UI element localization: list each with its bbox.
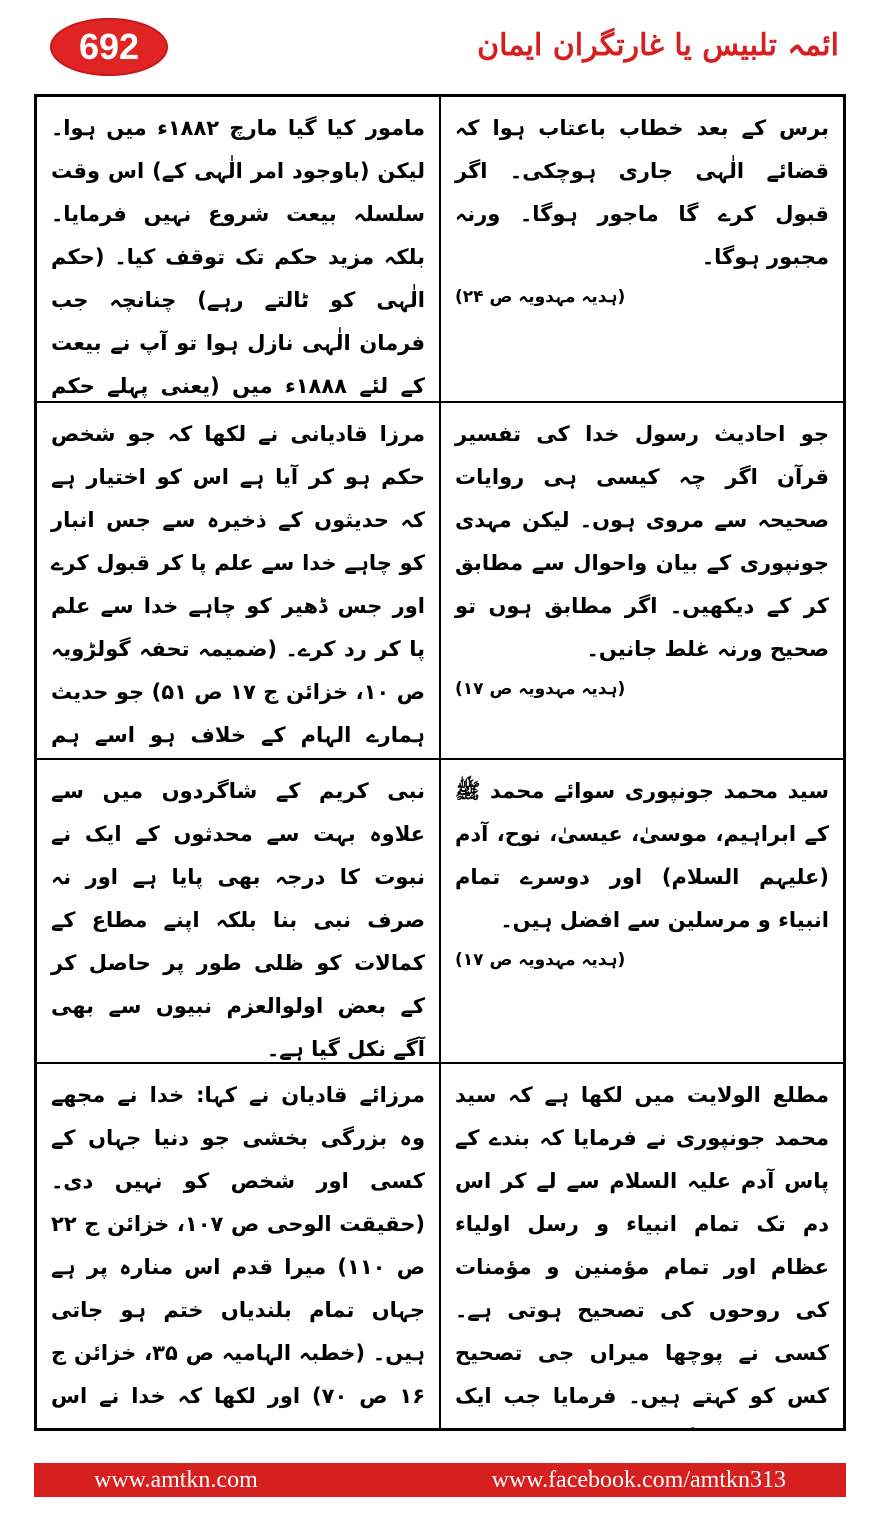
table-cell-left-4 <box>36 1063 440 1429</box>
table-cell-left-1 <box>36 96 440 402</box>
table-cell-left-2 <box>36 402 440 759</box>
footer-bar <box>34 1463 846 1497</box>
cell-text: مرزا قادیانی نے لکھا کہ جو شخص حکم ہو کر آیا ہے اس کو اختیار ہے کہ حدیثوں کے ذخیرہ سے جس انبار کو چاہے خدا سے علم پا کر قبول کرے اور جس ڈھیر کو چاہے خدا سے علم پا کر رد کرے۔ (ضمیمہ تحفہ گولڑویہ ص ۱۰، خزائن ج ۱۷ ص ۵۱) جو حدیث ہمارے الہام کے خلاف ہو اسے ہم <box>51 422 425 747</box>
cell-text: جو احادیث رسول خدا کی تفسیر قرآن اگر چہ کیسی ہی روایات صحیحہ سے مروی ہوں۔ لیکن مہدی جونپوری کے بیان واحوال سے مطابق کر کے دیکھیں۔ اگر مطابق ہوں تو صحیح ورنہ غلط جانیں۔ <box>455 422 829 661</box>
cell-reference: (ہدیہ مہدویہ ص ۱۷) <box>455 679 626 699</box>
page-number-badge <box>50 18 168 76</box>
table-cell-right-1 <box>440 96 844 402</box>
table-cell-left-3 <box>36 759 440 1063</box>
cell-text: سید محمد جونپوری سوائے محمد ﷺ کے ابراہیم، موسیٰ، عیسیٰ، نوح، آدم (علیہم السلام) اور دوسرے تمام انبیاء و مرسلین سے افضل ہیں۔ <box>455 779 829 932</box>
cell-text: نبی کریم کے شاگردوں میں سے علاوہ بہت سے محدثوں کے ایک نے نبوت کا درجہ بھی پایا ہے اور نہ صرف نبی بنا بلکہ اپنے مطاع کے کمالات کو ظلی طور پر حاصل کر کے بعض اولوالعزم نبیوں سے بھی آگے نکل گیا ہے۔ <box>51 779 425 1061</box>
cell-text: مرزائے قادیان نے کہا: خدا نے مجھے وہ بزرگی بخشی جو دنیا جہاں کے کسی اور شخص کو نہیں دی۔ (حقیقت الوحی ص ۱۰۷، خزائن ج ۲۲ ص ۱۱۰) میرا قدم اس منارہ پر ہے جہاں تمام بلندیاں ختم ہو جاتی ہیں۔ (خطبہ الہامیہ ص ۳۵، خزائن ج ۱۶ ص ۷۰) اور لکھا کہ خدا نے اس <box>51 1083 426 1408</box>
footer-facebook-link[interactable]: www.facebook.com/amtkn313 <box>491 1466 786 1493</box>
comparison-table <box>34 94 846 1431</box>
cell-reference: (ہدیہ مہدویہ ص ۲۴) <box>455 287 626 307</box>
page-number: 692 <box>78 26 140 67</box>
footer-website-link[interactable]: www.amtkn.com <box>94 1466 258 1493</box>
book-title: ائمہ تلبیس یا غارتگران ایمان <box>477 28 839 63</box>
cell-text: مطلع الولایت میں لکھا ہے کہ سید محمد جونپوری نے فرمایا کہ بندے کے پاس آدم علیہ السلام سے لے کر اس دم تک تمام انبیاء و رسل اولیاء عظام اور تمام مؤمنین و مؤمنات کی روحوں کی تصحیح ہوتی ہے۔ کسی نے پوچھا میراں جی تصحیح کس کو کہتے ہیں۔ فرمایا جب ایک <box>455 1083 829 1408</box>
cell-text: برس کے بعد خطاب باعتاب ہوا کہ قضائے الٰہی جاری ہوچکی۔ اگر قبول کرے گا ماجور ہوگا۔ ورنہ مجبور ہوگا۔ <box>455 116 829 269</box>
table-cell-right-4 <box>440 1063 844 1429</box>
cell-reference: (ہدیہ مہدویہ ص ۱۷) <box>455 950 626 970</box>
table-cell-right-2 <box>440 402 844 759</box>
table-cell-right-3 <box>440 759 844 1063</box>
cell-text: مامور کیا گیا مارچ ۱۸۸۲ء میں ہوا۔ لیکن (باوجود امر الٰہی کے) اس وقت سلسلہ بیعت شروع نہیں فرمایا۔ بلکہ مزید حکم تک توقف کیا۔ (حکم الٰہی کو ٹالتے رہے) چنانچہ جب فرمان الٰہی نازل ہوا تو آپ نے بیعت کے لئے ۱۸۸۸ء میں (یعنی پہلے حکم <box>51 116 425 398</box>
